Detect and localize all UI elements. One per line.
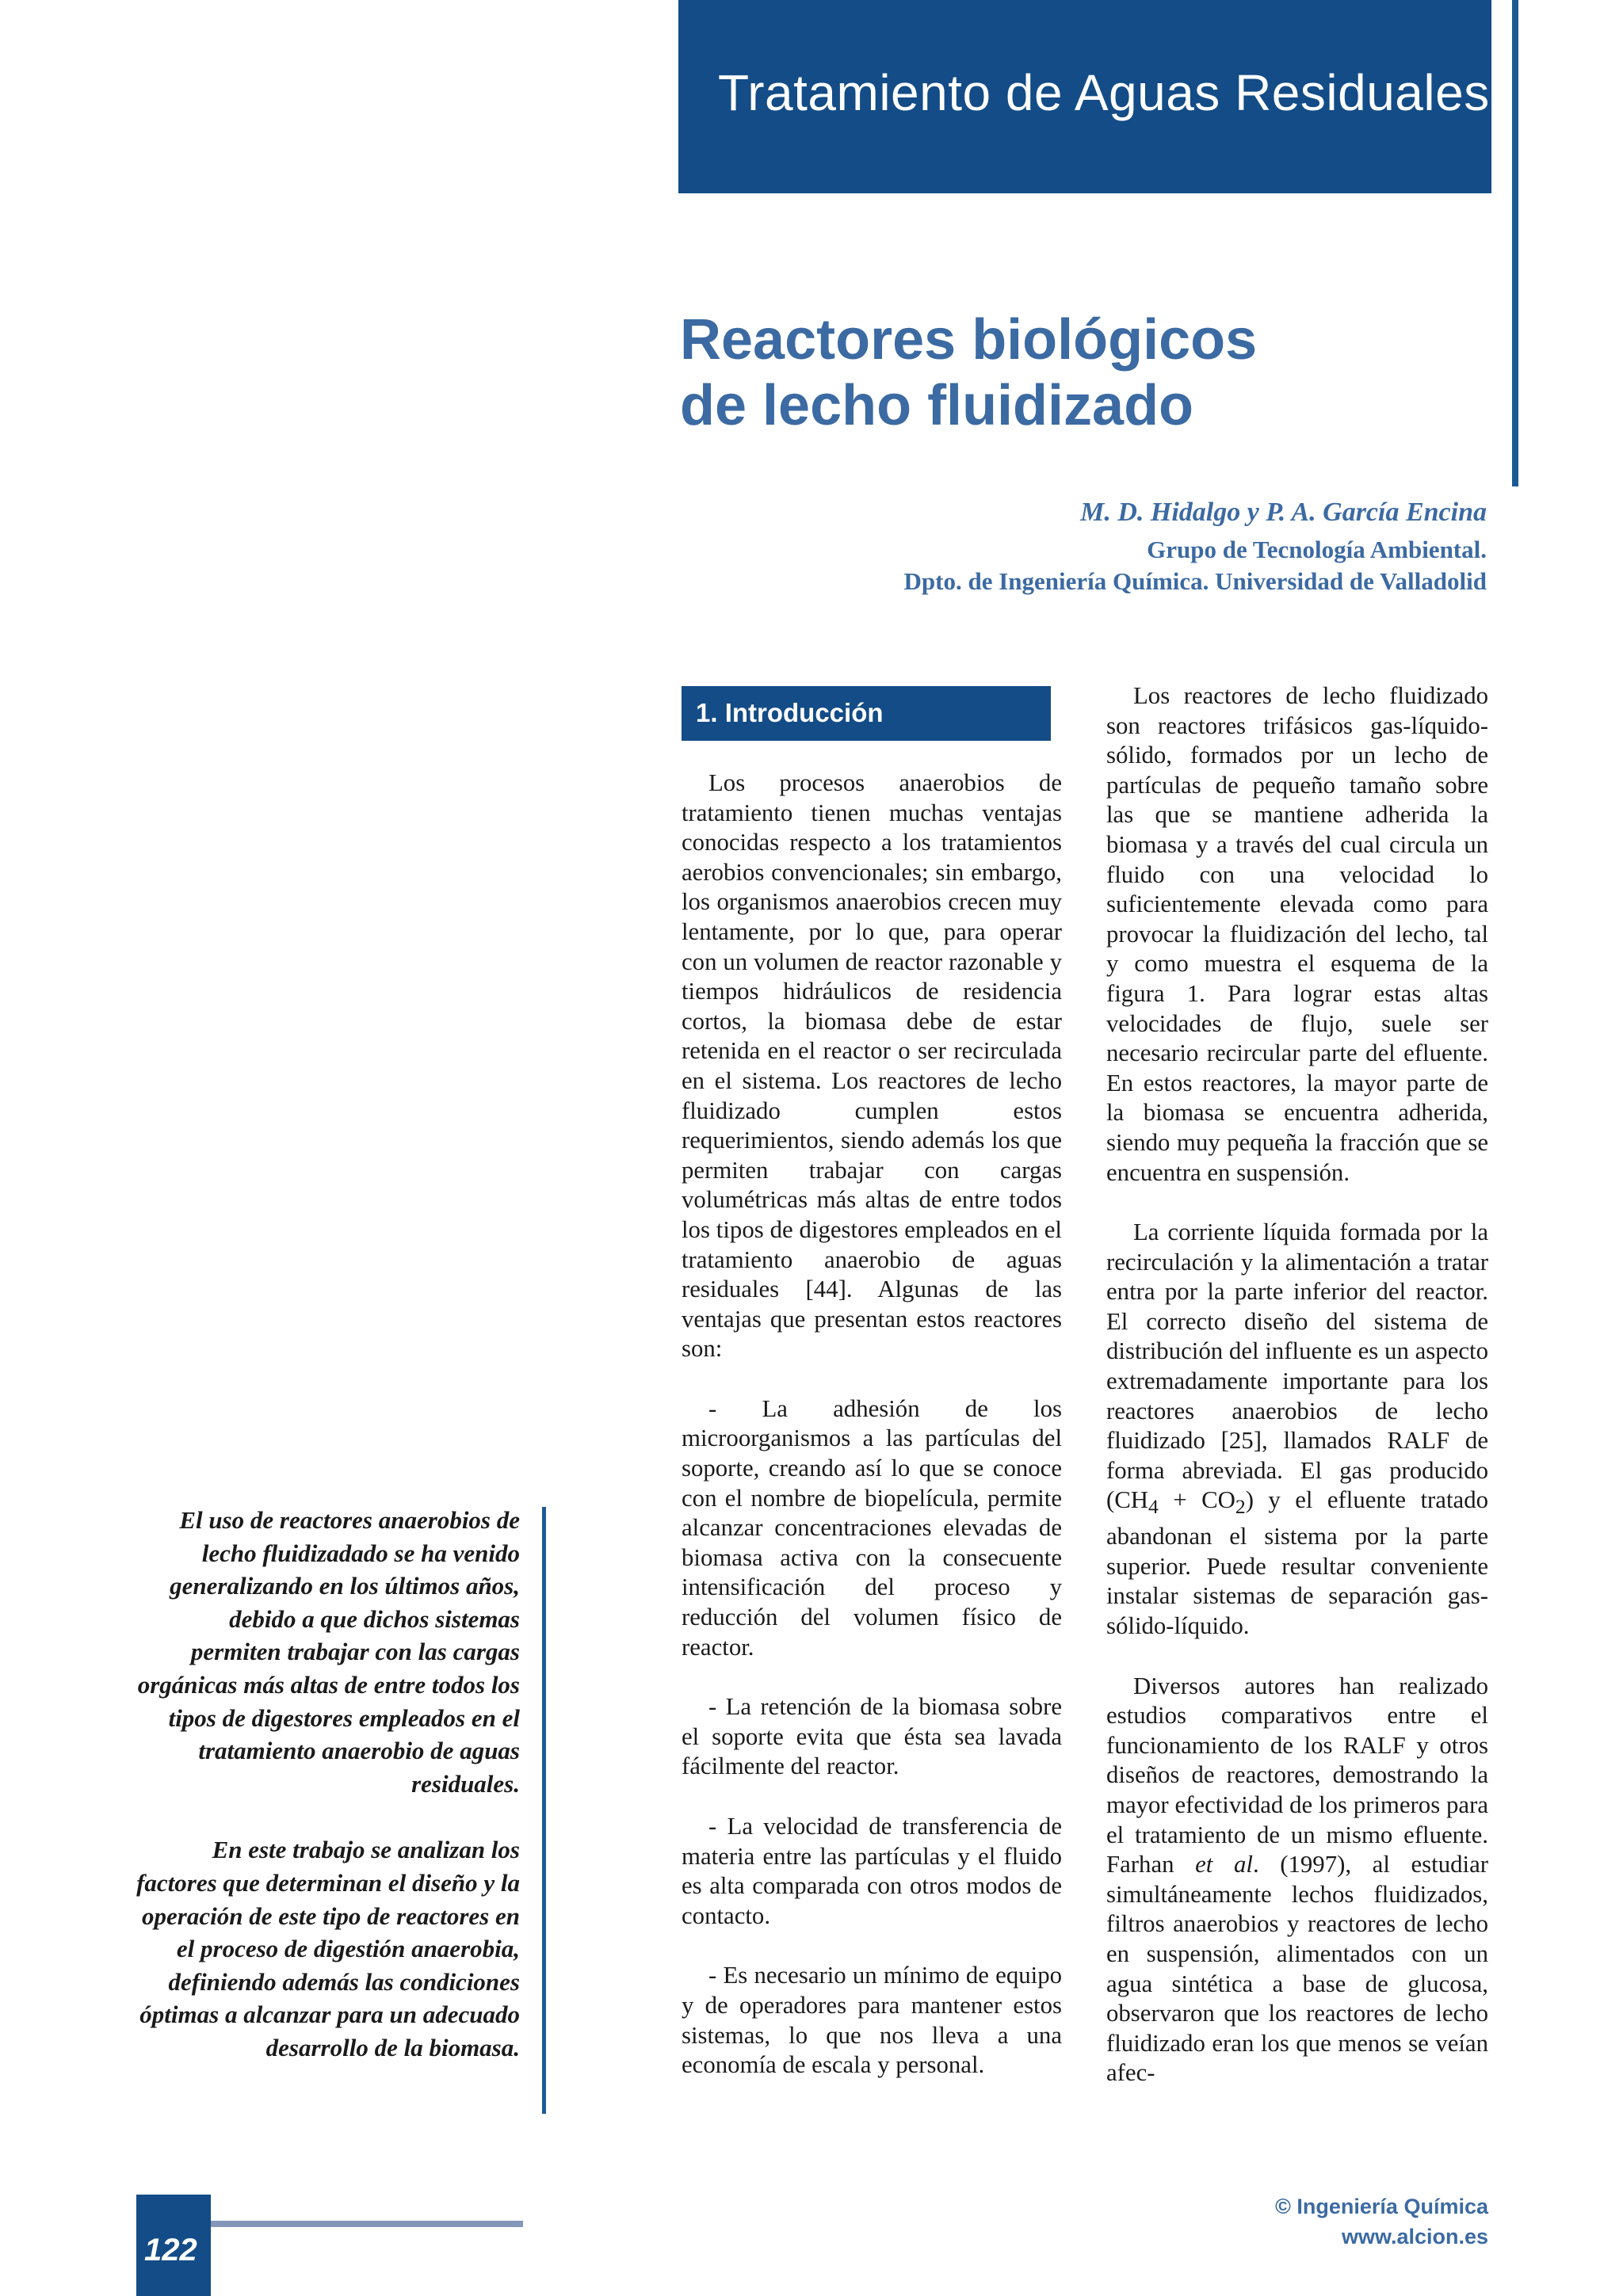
paragraph: - La retención de la biomasa sobre el soporte evita que ésta sea lavada fácilmente del reactor.	[682, 1693, 1062, 1780]
department: Dpto. de Ingeniería Química. Universidad de Valladolid	[903, 567, 1487, 595]
authors: M. D. Hidalgo y P. A. García Encina	[1080, 498, 1487, 527]
paragraph: - La adhesión de los microorganismos a las partículas del soporte, creando así lo que se conoce con el nombre de biopelícula, permite alcanzar concentraciones elevadas de biomasa activa con la consecuente intensificación del proceso y reducción del volumen físico de reactor.	[682, 1394, 1062, 1661]
pull-quote-paragraph: En este trabajo se analizan los factores que determinan el diseño y la operación de este tipo de reactores en el proceso de digestión anaerobia, definiendo además las condiciones óptimas a alcanzar para un adecuado desarrollo de la biomasa.	[136, 1836, 520, 2061]
pull-quote-rule	[542, 1507, 546, 2114]
footer-rule	[211, 2221, 523, 2227]
paragraph: - La velocidad de transferencia de materia entre las partículas y el fluido es alta comparada con otros modos de contacto.	[682, 1813, 1062, 1929]
article-title	[680, 307, 1257, 439]
paragraph: Los procesos anaerobios de tratamiento tienen muchas ventajas conocidas respecto a los tratamientos aerobios convencionales; sin embargo, los organismos anaerobios crecen muy lentamente, por lo que, para operar con un volumen de reactor razonable y tiempos hidráulicos de residencia cortos, la biomasa debe de estar retenida en el reactor o ser recirculada en el sistema. Los reactores de lecho fluidizado cumplen estos requerimientos, siendo además los que permiten trabajar con cargas volumétricas más altas de entre todos los tipos de digestores empleados en el tratamiento anaerobio de aguas residuales [44]. Algunas de las ventajas que presentan estos reactores son:	[682, 769, 1062, 1363]
journal-section-title: Tratamiento de Aguas Residuales	[718, 64, 1490, 121]
research-group: Grupo de Tecnología Ambiental.	[1147, 536, 1487, 563]
pull-quote-paragraph: El uso de reactores anaerobios de lecho fluidizadado se ha venido generalizando en los últimos años, debido a que dichos sistemas permiten trabajar con las cargas orgánicas más altas de entre todos los tipos de digestores empleados en el tratamiento anaerobio de aguas residuales.	[137, 1506, 520, 1798]
paragraph: - Es necesario un mínimo de equipo y de operadores para mantener estos sistemas, lo que nos lleva a una economía de escala y personal.	[682, 1962, 1062, 2079]
text-run: Diversos autores han realizado estudios comparativos entre el funcionamiento de los RALF y otros diseños de reactores, demostrando la mayor efectividad de los primeros para el tratamiento de un mismo efluente. Farhan	[1106, 1672, 1488, 1878]
body-column-2	[1106, 681, 1488, 2119]
paragraph	[1106, 1672, 1488, 2088]
page-number: 122	[144, 2233, 197, 2267]
section-heading: 1. Introducción	[696, 698, 884, 727]
text-run: ) y el efluente tratado abandonan el sistema por la parte superior. Puede resultar conveniente instalar sistemas de separación gas-sólido-líquido.	[1106, 1486, 1488, 1639]
text-run: . (1997), al estudiar simultáneamente lechos fluidizados, filtros anaerobios y reactores de lecho en suspensión, alimentados con un agua sintética a base de glucosa, observaron que los reactores de lecho fluidizado eran los que menos se veían afec-	[1106, 1851, 1488, 2087]
italic-run: et al	[1195, 1851, 1253, 1878]
right-edge-rule	[1512, 0, 1518, 486]
pull-quote	[135, 1504, 520, 2098]
text-run: + CO	[1158, 1486, 1235, 1514]
article-title-line-1: Reactores biológicos	[680, 308, 1258, 372]
copyright: © Ingeniería Química	[1275, 2195, 1488, 2218]
paragraph	[1106, 1218, 1488, 1641]
article-title-line-2: de lecho fluidizado	[680, 374, 1194, 437]
subscript: 4	[1148, 1495, 1159, 1519]
website-link[interactable]: www.alcion.es	[1341, 2225, 1488, 2248]
text-run: La corriente líquida formada por la recirculación y la alimentación a tratar entra por la parte inferior del reactor. El correcto diseño del sistema de distribución del influente es un aspecto extremadamente importante para los reactores anaerobios de lecho fluidizado [25], llamados RALF de forma abreviada. El gas producido (CH	[1106, 1219, 1488, 1514]
paragraph: Los reactores de lecho fluidizado son reactores trifásicos gas-líquido-sólido, formados por un lecho de partículas de pequeño tamaño sobre las que se mantiene adherida la biomasa y a través del cual circula un fluido con una velocidad lo suficientemente elevada como para provocar la fluidización del lecho, tal y como muestra el esquema de la figura 1. Para lograr estas altas velocidades de flujo, suele ser necesario recircular parte del efluente. En estos reactores, la mayor parte de la biomasa se encuentra adherida, siendo muy pequeña la fracción que se encuentra en suspensión.	[1106, 682, 1488, 1186]
body-column-1	[682, 769, 1062, 2111]
subscript: 2	[1235, 1495, 1246, 1519]
